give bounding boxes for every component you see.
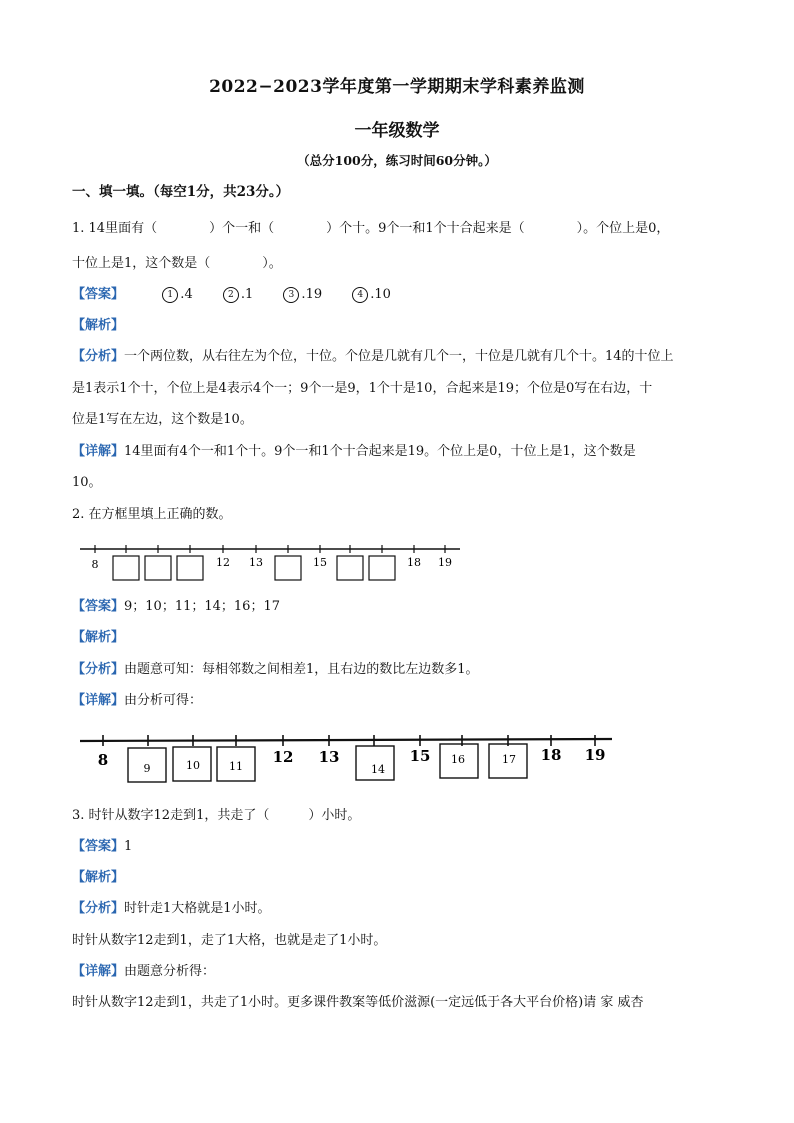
exam-note: （总分100分，练习时间60分钟。） xyxy=(297,153,497,168)
filled-value-9: 9 xyxy=(143,762,151,775)
q3-fenxi-line2: 时针从数字12走到1，走了1大格，也就是走了1小时。 xyxy=(72,933,387,948)
circled-number: 4 xyxy=(352,287,368,303)
q3-xiangjie: 【详解】由题意分析得： xyxy=(72,964,216,979)
analysis-tag: 【解析】 xyxy=(72,630,125,645)
q1-fenxi-line2: 是1表示1个十，个位上是4表示4个一；9个一是9，1个十是10，合起来是19；个位是0写在右边，十 xyxy=(72,381,653,396)
circled-number: 2 xyxy=(223,287,239,303)
filled-value-14: 14 xyxy=(371,763,385,776)
filled-value-10: 10 xyxy=(186,759,200,772)
q1-answer-4: 4 .10 xyxy=(352,286,391,304)
q1-prompt-line2: 十位上是1，这个数是（ ）。 xyxy=(72,256,282,271)
solution-axis xyxy=(80,739,612,741)
tick-label-8: 8 xyxy=(91,558,99,571)
solution-label-18: 18 xyxy=(540,746,562,764)
q3-fenxi: 【分析】时针走1大格就是1小时。 xyxy=(72,901,271,916)
q1-fenxi-line1: 【分析】一个两位数，从右往左为个位，十位。个位是几就有几个一，十位是几就有几个十。14的十位上 xyxy=(72,349,674,364)
analysis-tag: 【解析】 xyxy=(72,870,125,885)
answer-tag: 【答案】 xyxy=(72,287,125,302)
q1-fenxi-line3: 位是1写在左边，这个数是10。 xyxy=(72,412,253,427)
tick-label-18: 18 xyxy=(407,556,421,569)
q2-prompt: 2. 在方框里填上正确的数。 xyxy=(72,507,232,522)
q2-answer-row: 【答案】9；10；11；14；16；17 xyxy=(72,599,280,614)
section-heading: 一、填一填。（每空1分，共23分。） xyxy=(72,184,290,200)
analysis-tag: 【解析】 xyxy=(72,318,125,333)
filled-value-17: 17 xyxy=(502,753,516,766)
q3-answer-row: 【答案】1 xyxy=(72,839,133,854)
q2-fenxi: 【分析】由题意可知：每相邻数之间相差1，且右边的数比左边数多1。 xyxy=(72,662,479,677)
circled-number: 3 xyxy=(283,287,299,303)
q3-prompt: 3. 时针从数字12走到1，共走了（ ）小时。 xyxy=(72,808,361,823)
solution-label-15: 15 xyxy=(409,747,431,765)
q1-answer-3: 3 .19 xyxy=(283,286,322,304)
filled-value-16: 16 xyxy=(451,753,465,766)
circled-number: 1 xyxy=(162,287,178,303)
solution-label-12: 12 xyxy=(272,748,294,766)
tick-label-19: 19 xyxy=(438,556,452,569)
tick-label-15: 15 xyxy=(313,556,327,569)
q1-prompt-line1: 1. 14里面有（ ）个一和（ ）个十。9个一和1个十合起来是（ ）。个位上是0， xyxy=(72,221,670,236)
solution-label-13: 13 xyxy=(318,748,340,766)
grade-title: 一年级数学 xyxy=(354,121,440,141)
q1-answer-1: 1 .4 xyxy=(162,286,192,304)
exam-title: 2022−2023学年度第一学期期末学科素养监测 xyxy=(209,77,585,97)
q1-xiangjie-line2: 10。 xyxy=(72,475,102,490)
q1-answer-2: 2 .1 xyxy=(223,286,253,304)
filled-value-11: 11 xyxy=(229,760,243,773)
tick-label-12: 12 xyxy=(216,556,230,569)
q2-xiangjie: 【详解】由分析可得： xyxy=(72,693,203,708)
q3-xiangjie-line2: 时针从数字12走到1，共走了1小时。更多课件教案等低价滋源(一定远低于各大平台价格)请 家 威杏 xyxy=(72,995,644,1010)
tick-label-13: 13 xyxy=(249,556,263,569)
solution-label-8: 8 xyxy=(97,751,109,769)
q1-xiangjie-line1: 【详解】14里面有4个一和1个十。9个一和1个十合起来是19。个位上是0，十位上是1，这个数是 xyxy=(72,444,636,459)
solution-label-19: 19 xyxy=(584,746,606,764)
